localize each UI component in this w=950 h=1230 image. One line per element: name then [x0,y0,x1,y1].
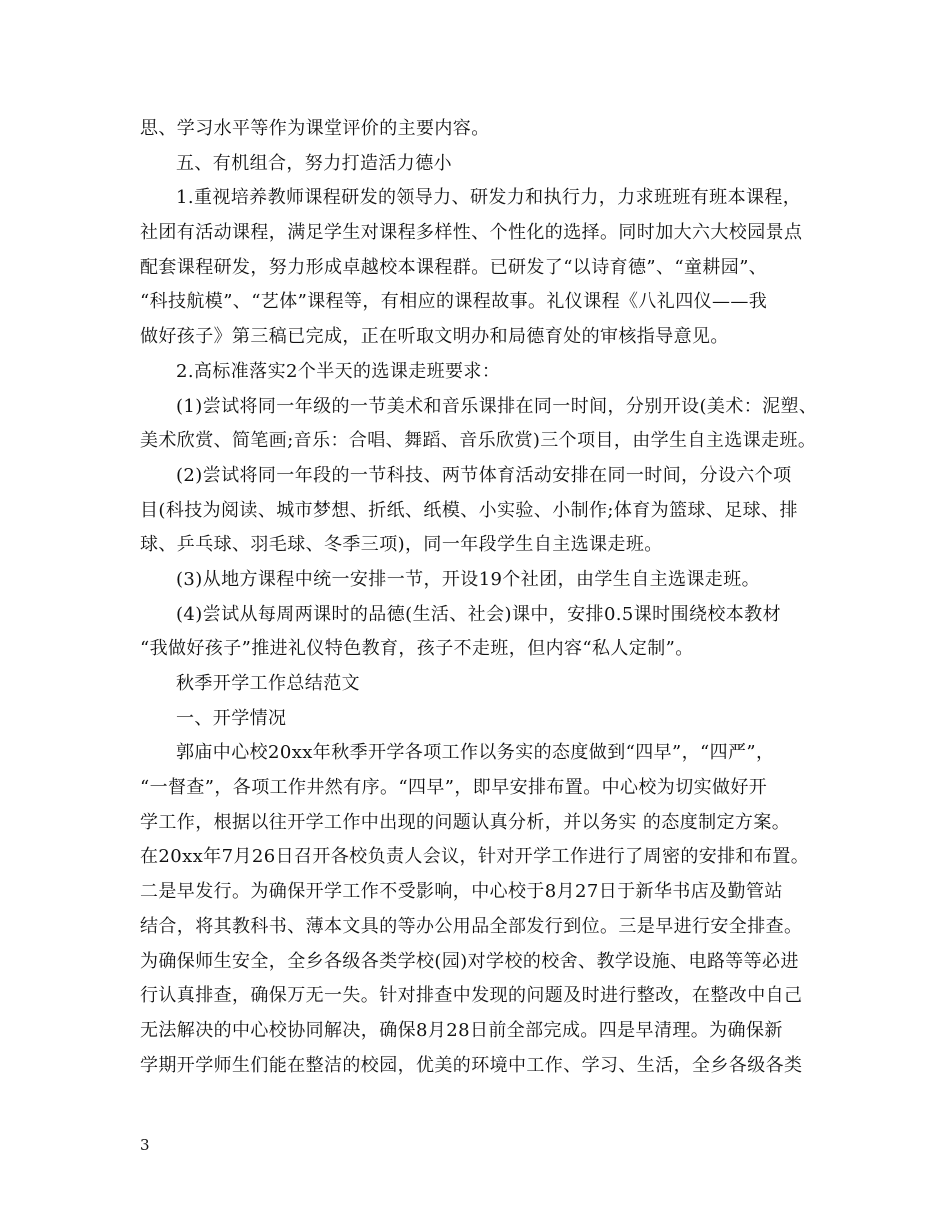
text-line: 在20xx年7月26日召开各校负责人会议，针对开学工作进行了周密的安排和布置。 [140,846,810,868]
text-line: 2.高标准落实2个半天的选课走班要求： [176,360,501,382]
text-line: 学工作，根据以往开学工作中出现的问题认真分析，并以务实 的态度制定方案。 [140,811,791,833]
text-line: (3)从地方课程中统一安排一节，开设19个社团，由学生自主选课走班。 [176,568,760,590]
text-line: (2)尝试将同一年段的一节科技、两节体育活动安排在同一时间，分设六个项 [176,464,792,486]
text-line: 目(科技为阅读、城市梦想、折纸、纸模、小实验、小制作;体育为篮球、足球、排 [140,499,798,521]
text-line: 为确保师生安全，全乡各级各类学校(园)对学校的校舍、教学设施、电路等等必进 [140,950,799,972]
section-heading: 一、开学情况 [176,707,287,729]
text-line: “科技航模”、“艺体”课程等，有相应的课程故事。礼仪课程《八礼四仪——我 [140,291,768,313]
text-line: (4)尝试从每周两课时的品德(生活、社会)课中，安排0.5课时围绕校本教材 [176,603,781,625]
text-line: 结合，将其教科书、薄本文具的等办公用品全部发行到位。三是早进行安全排查。 [140,915,803,937]
text-line: “我做好孩子”推进礼仪特色教育，孩子不走班，但内容“私人定制”。 [140,638,694,660]
text-line: 1.重视培养教师课程研发的领导力、研发力和执行力，力求班班有班本课程， [176,187,802,209]
text-line: (1)尝试将同一年级的一节美术和音乐课排在同一时间，分别开设(美术：泥塑、 [176,395,818,417]
text-line: 做好孩子》第三稿已完成，正在听取文明办和局德育处的审核指导意见。 [140,326,729,348]
section-heading: 五、有机组合，努力打造活力德小 [176,152,452,174]
document-title: 秋季开学工作总结范文 [176,673,360,694]
text-line: “一督查”，各项工作井然有序。“四早”，即早安排布置。中心校为切实做好开 [140,777,768,799]
text-line: 二是早发行。为确保开学工作不受影响，中心校于8月27日于新华书店及勤管站 [140,881,783,903]
text-line: 郭庙中心校20xx年秋季开学各项工作以务实的态度做到“四早”，“四严”， [176,742,775,764]
text-line: 无法解决的中心校协同解决，确保8月28日前全部完成。四是早清理。为确保新 [140,1019,783,1041]
text-line: 球、乒乓球、羽毛球、冬季三项)，同一年段学生自主选课走班。 [140,534,663,556]
text-line: 行认真排查，确保万无一失。针对排查中发现的问题及时进行整改，在整改中自己 [140,985,803,1007]
document-body [140,112,820,1083]
page-number: 3 [140,1136,150,1154]
text-line: 社团有活动课程，满足学生对课程多样性、个性化的选择。同时加大六大校园景点 [140,222,803,244]
text-line: 美术欣赏、简笔画;音乐：合唱、舞蹈、音乐欣赏)三个项目，由学生自主选课走班。 [140,430,817,452]
text-line: 思、学习水平等作为课堂评价的主要内容。 [140,118,490,139]
text-line: 学期开学师生们能在整洁的校园，优美的环境中工作、学习、生活，全乡各级各类 [140,1054,803,1076]
text-line: 配套课程研发，努力形成卓越校本课程群。已研发了“以诗育德”、“童耕园”、 [140,256,768,278]
